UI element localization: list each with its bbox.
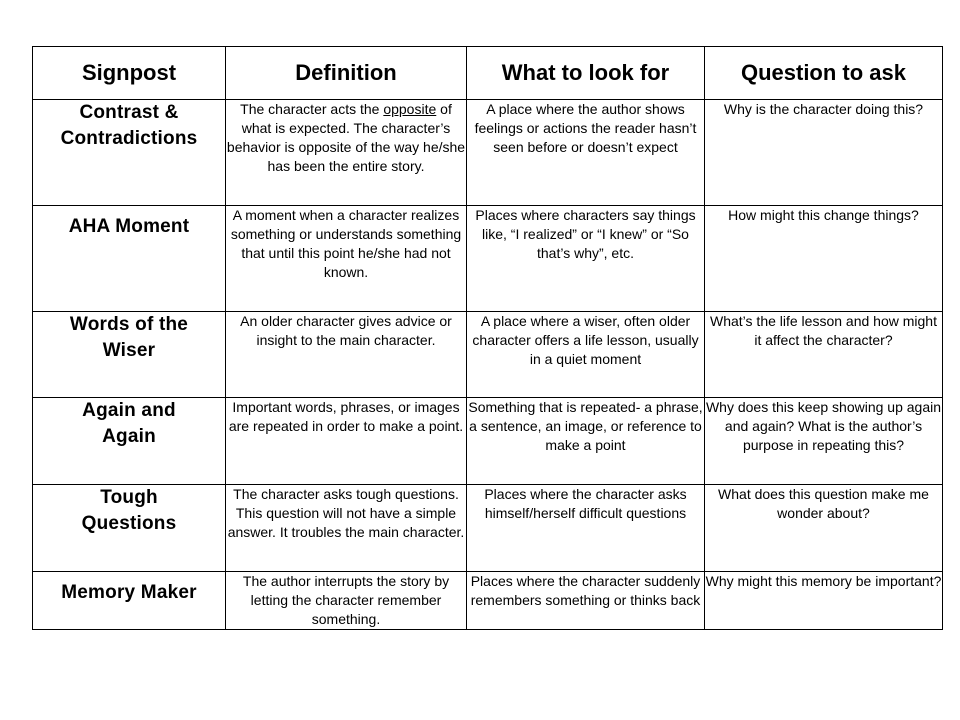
signpost-name: [33, 398, 226, 485]
table-row: [33, 485, 943, 572]
header-what-to-look-for: What to look for: [467, 47, 705, 100]
definition-cell: The character asks tough questions. This question will not have a simple answer. It troubles the main character.: [226, 485, 467, 572]
definition-cell: [226, 100, 467, 206]
header-definition: Definition: [226, 47, 467, 100]
look-for-cell: Something that is repeated- a phrase, a sentence, an image, or reference to make a point: [467, 398, 705, 485]
look-for-cell: A place where a wiser, often older character offers a life lesson, usually in a quiet moment: [467, 312, 705, 398]
definition-cell: Important words, phrases, or images are repeated in order to make a point.: [226, 398, 467, 485]
question-cell: What’s the life lesson and how might it affect the character?: [705, 312, 943, 398]
look-for-cell: Places where characters say things like, “I realized” or “I knew” or “So that’s why”, etc.: [467, 206, 705, 312]
signpost-name: [33, 485, 226, 572]
question-cell: Why might this memory be important?: [705, 572, 943, 630]
table-row: [33, 312, 943, 398]
signpost-name: Memory Maker: [33, 572, 226, 630]
look-for-cell: A place where the author shows feelings or actions the reader hasn’t seen before or doesn’t expect: [467, 100, 705, 206]
signpost-name: AHA Moment: [33, 206, 226, 312]
signpost-name-text: Words of the Wiser: [69, 314, 189, 361]
header-signpost: Signpost: [33, 47, 226, 100]
definition-text-end: of what is expected. The character’s behavior is opposite of the way he/she has been the entire story.: [226, 101, 466, 174]
definition-emphasis: opposite: [383, 101, 437, 117]
question-cell: What does this question make me wonder about?: [705, 485, 943, 572]
question-cell: Why does this keep showing up again and again? What is the author’s purpose in repeating this?: [705, 398, 943, 485]
definition-cell: A moment when a character realizes something or understands something that until this point he/she had not known.: [226, 206, 467, 312]
look-for-cell: Places where the character suddenly remembers something or thinks back: [467, 572, 705, 630]
table-row: [33, 398, 943, 485]
table-row: [33, 572, 943, 630]
question-cell: Why is the character doing this?: [705, 100, 943, 206]
signpost-name-text: Contrast & Contradictions: [60, 102, 198, 149]
look-for-cell: Places where the character asks himself/herself difficult questions: [467, 485, 705, 572]
definition-text-start: The character acts the: [240, 101, 384, 117]
table-row: [33, 100, 943, 206]
signpost-name: [33, 100, 226, 206]
signpost-name-text: Tough Questions: [81, 487, 177, 534]
definition-cell: An older character gives advice or insight to the main character.: [226, 312, 467, 398]
signposts-table: [32, 46, 943, 630]
signpost-name: [33, 312, 226, 398]
definition-cell: The author interrupts the story by letting the character remember something.: [226, 572, 467, 630]
question-cell: How might this change things?: [705, 206, 943, 312]
table-row: [33, 206, 943, 312]
header-row: [33, 47, 943, 100]
header-question-to-ask: Question to ask: [705, 47, 943, 100]
signpost-name-text: Again and Again: [82, 400, 176, 447]
